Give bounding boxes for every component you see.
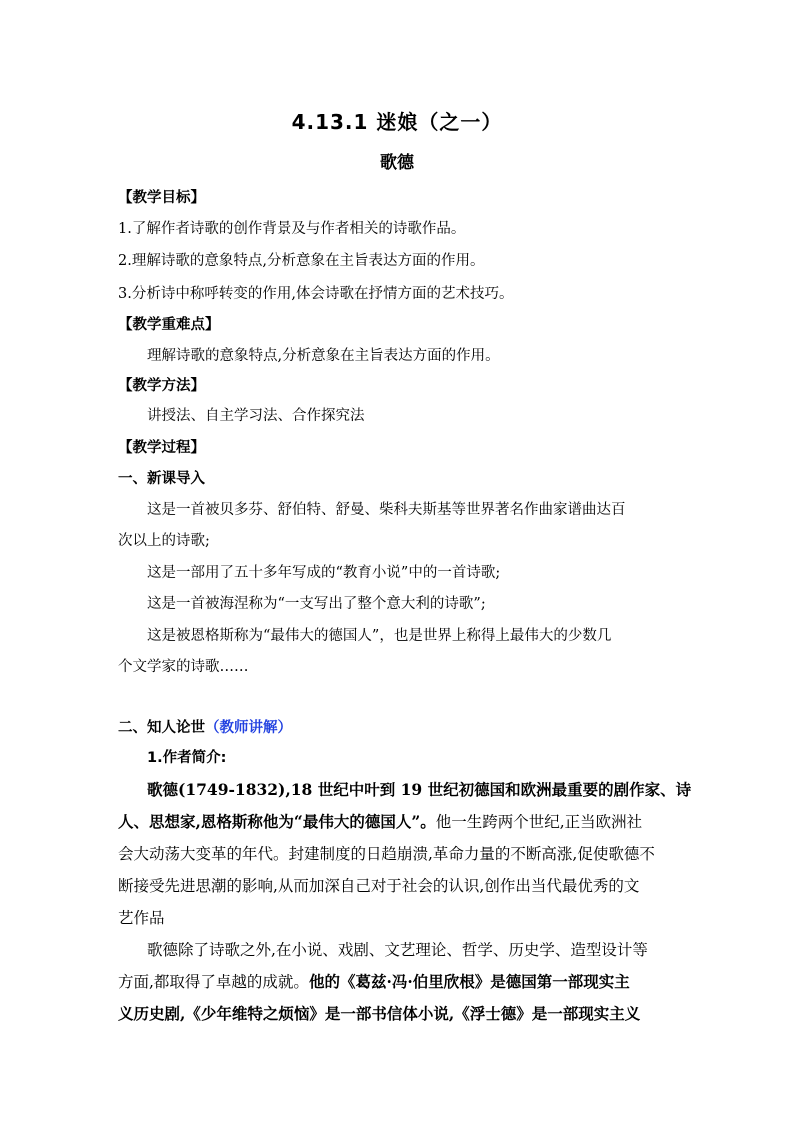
part2-heading xyxy=(118,716,292,737)
goal-item: 2.理解诗歌的意象特点,分析意象在主旨表达方面的作用。 xyxy=(118,253,485,269)
paragraph-line: 次以上的诗歌; xyxy=(118,533,210,549)
bio-line: 歌德(1749-1832),18 世纪中叶到 19 世纪初德国和欧洲最重要的剧作家、诗 xyxy=(147,780,692,799)
bio-text: 他一生跨两个世纪,正当欧洲社 xyxy=(435,813,643,831)
methods-heading: 【教学方法】 xyxy=(118,378,205,394)
works-text: 方面,都取得了卓越的成就。 xyxy=(118,973,309,991)
bio-bold-text: 人、思想家,恩格斯称他为“最伟大的德国人”。 xyxy=(118,812,436,831)
works-line: 歌德除了诗歌之外,在小说、戏剧、文艺理论、哲学、历史学、造型设计等 xyxy=(147,941,648,959)
author-name: 歌德 xyxy=(380,153,414,173)
page-title: 4.13.1 迷娘（之一） xyxy=(291,110,503,134)
bio-line xyxy=(118,810,642,832)
paragraph-line: 个文学家的诗歌…… xyxy=(118,659,249,675)
part2-title: 二、知人论世 xyxy=(118,720,205,736)
keypoints-text: 理解诗歌的意象特点,分析意象在主旨表达方面的作用。 xyxy=(147,348,500,364)
keypoints-heading: 【教学重难点】 xyxy=(118,317,220,333)
bio-line: 会大动荡大变革的年代。封建制度的日趋崩溃,革命力量的不断高涨,促使歌德不 xyxy=(118,845,655,863)
works-line: 义历史剧,《少年维特之烦恼》是一部书信体小说,《浮士德》是一部现实主义 xyxy=(118,1004,641,1023)
goal-item: 3.分析诗中称呼转变的作用,体会诗歌在抒情方面的艺术技巧。 xyxy=(118,286,514,302)
works-line xyxy=(118,970,630,992)
paragraph-line: 这是一部用了五十多年写成的“教育小说”中的一首诗歌; xyxy=(147,565,501,581)
sub1-heading: 1.作者简介: xyxy=(147,750,227,766)
goal-item: 1.了解作者诗歌的创作背景及与作者相关的诗歌作品。 xyxy=(118,221,466,237)
methods-text: 讲授法、自主学习法、合作探究法 xyxy=(147,408,365,424)
bio-line: 断接受先进思潮的影响,从而加深自己对于社会的认识,创作出当代最优秀的文 xyxy=(118,877,640,895)
teacher-note: （教师讲解） xyxy=(205,720,292,736)
bio-line: 艺作品 xyxy=(118,909,165,927)
part1-heading: 一、新课导入 xyxy=(118,471,205,487)
paragraph-line: 这是被恩格斯称为“最伟大的德国人”，也是世界上称得上最伟大的少数几 xyxy=(147,628,612,644)
process-heading: 【教学过程】 xyxy=(118,440,205,456)
goals-heading: 【教学目标】 xyxy=(118,190,205,206)
works-bold-text: 他的《葛兹·冯·伯里欣根》是德国第一部现实主 xyxy=(308,972,630,991)
paragraph-line: 这是一首被海涅称为“一支写出了整个意大利的诗歌”; xyxy=(147,596,486,612)
paragraph-line: 这是一首被贝多芬、舒伯特、舒曼、柴科夫斯基等世界著名作曲家谱曲达百 xyxy=(147,502,626,518)
